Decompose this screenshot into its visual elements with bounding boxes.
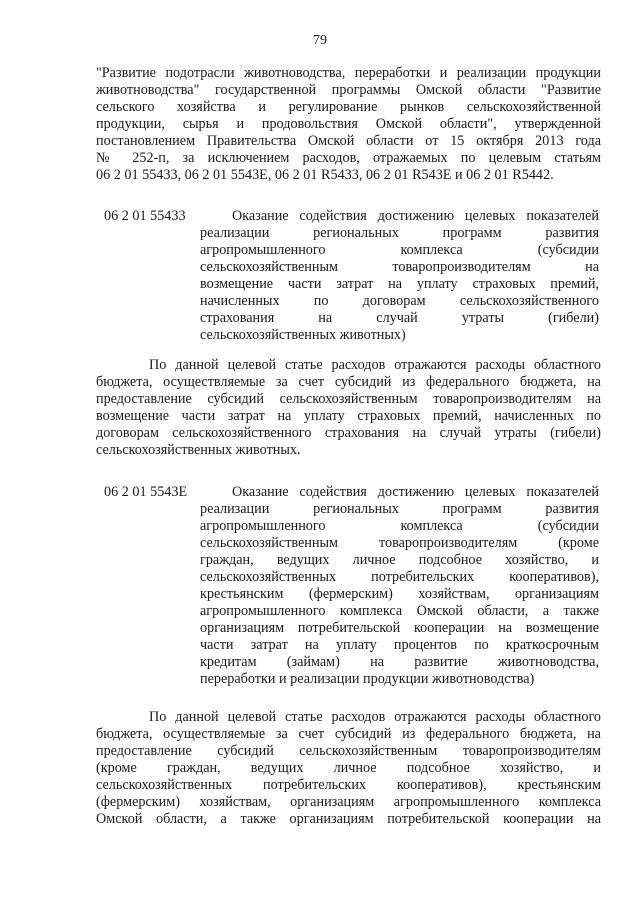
entry2-line-3: агропромышленного комплекса (субсидии [200,518,599,534]
para1-line-2: бюджета, осуществляемые за счет субсидий из федерального бюджета, на [96,374,601,390]
entry2-line-5: граждан, ведущих личное подсобное хозяйство, и [200,552,599,568]
entry2-line-11: кредитам (займам) на развитие животноводства, [200,654,599,670]
entry2-line-1: Оказание содействия достижению целевых показателей [232,484,599,500]
entry1-line-3: агропромышленного комплекса (субсидии [200,242,599,258]
entry2-line-6: сельскохозяйственных потребительских кооперативов), [200,569,599,585]
para2-line-2: бюджета, осуществляемые за счет субсидий из федерального бюджета, на [96,726,601,742]
para2-line-6: (фермерским) хозяйствам, организациям агропромышленного комплекса [96,794,601,810]
intro-line-4: продукции, сырья и продовольствия Омской области", утвержденной [96,116,601,132]
page-number: 79 [313,33,327,48]
entry1-line-8: сельскохозяйственных животных) [200,327,406,343]
para2-line-4: (кроме граждан, ведущих личное подсобное хозяйство, и [96,760,601,776]
entry1-line-4: сельскохозяйственным товаропроизводителям на [200,259,599,275]
entry1-line-7: страхования на случай утраты (гибели) [200,310,599,326]
intro-line-3: сельского хозяйства и регулирование рынков сельскохозяйственной [96,99,601,115]
entry1-line-1: Оказание содействия достижению целевых показателей [232,208,599,224]
entry2-line-8: агропромышленного комплекса Омской области, а также [200,603,599,619]
entry1-code: 06 2 01 55433 [104,208,186,224]
para2-line-3: предоставление субсидий сельскохозяйственным товаропроизводителям [96,743,601,759]
entry1-line-2: реализации региональных программ развития [200,225,599,241]
entry1-line-6: начисленных по договорам сельскохозяйственного [200,293,599,309]
para1-line-1: По данной целевой статье расходов отражаются расходы областного [149,357,601,373]
entry2-line-12: переработки и реализации продукции животноводства) [200,671,535,687]
intro-line-6: № 252-п, за исключением расходов, отражаемых по целевым статьям [96,150,601,166]
para1-line-4: возмещение части затрат на уплату страховых премий, начисленных по [96,408,601,424]
para1-line-3: предоставление субсидий сельскохозяйственным товаропроизводителям на [96,391,601,407]
para1-line-6: сельскохозяйственных животных. [96,442,301,458]
intro-line-5: постановлением Правительства Омской области от 15 октября 2013 года [96,133,601,149]
intro-line-7: 06 2 01 55433, 06 2 01 5543E, 06 2 01 R5433, 06 2 01 R543E и 06 2 01 R5442. [96,167,554,183]
intro-line-1: "Развитие подотрасли животноводства, переработки и реализации продукции [96,65,601,81]
para1-line-5: договорам сельскохозяйственного страхования на случай утраты (гибели) [96,425,601,441]
entry2-line-9: организациям потребительской кооперации на возмещение [200,620,599,636]
para2-line-5: сельскохозяйственных потребительских кооперативов), крестьянским [96,777,601,793]
entry2-line-4: сельскохозяйственным товаропроизводителям (кроме [200,535,599,551]
entry2-line-7: крестьянским (фермерским) хозяйствам, организациям [200,586,599,602]
entry2-line-2: реализации региональных программ развития [200,501,599,517]
entry2-line-10: части затрат на уплату процентов по краткосрочным [200,637,599,653]
intro-line-2: животноводства" государственной программы Омской области "Развитие [96,82,601,98]
entry1-line-5: возмещение части затрат на уплату страховых премий, [200,276,599,292]
entry2-code: 06 2 01 5543E [104,484,188,500]
para2-line-7: Омской области, а также организациям потребительской кооперации на [96,811,601,827]
para2-line-1: По данной целевой статье расходов отражаются расходы областного [149,709,601,725]
